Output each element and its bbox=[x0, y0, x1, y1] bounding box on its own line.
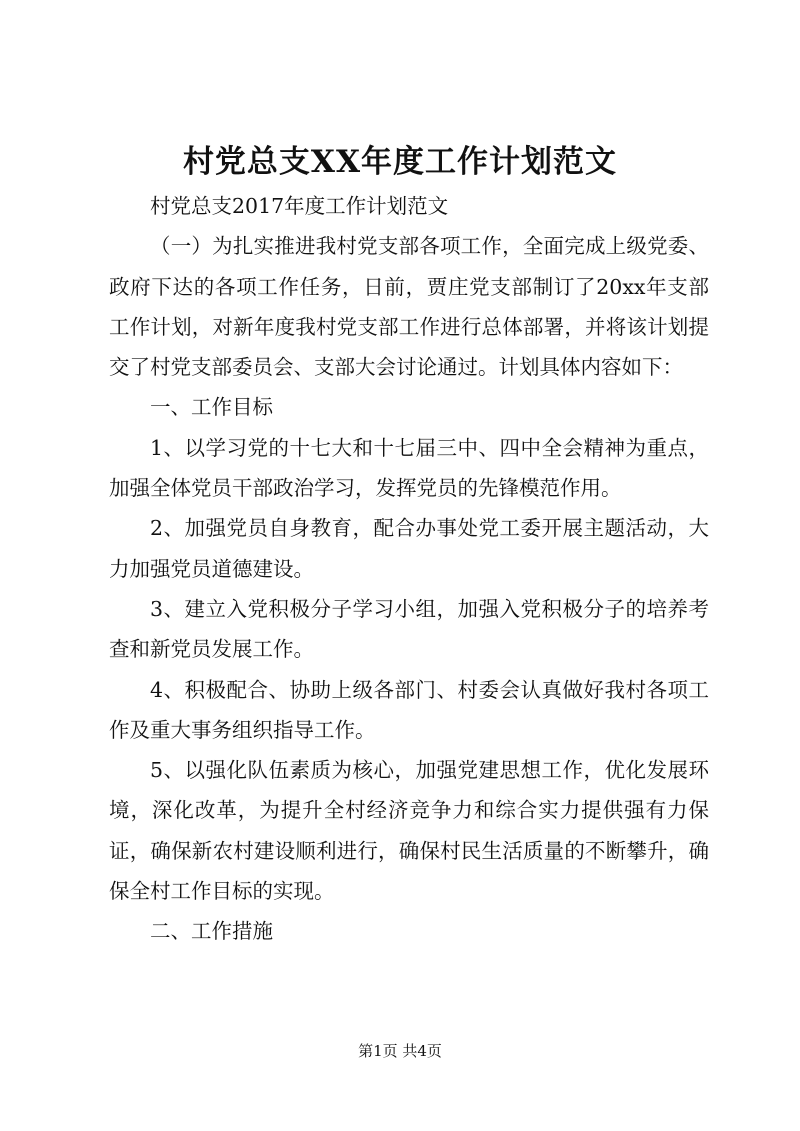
document-body bbox=[109, 186, 709, 952]
goal-item-1: 1、以学习党的十七大和十七届三中、四中全会精神为重点，加强全体党员干部政治学习，发挥党员的先锋模范作用。 bbox=[109, 435, 709, 501]
section-heading-goals: 一、工作目标 bbox=[150, 395, 273, 420]
goal-item-5: 5、以强化队伍素质为核心，加强党建思想工作，优化发展环境，深化改革，为提升全村经济竞争力和综合实力提供强有力保证，确保新农村建设顺利进行，确保村民生活质量的不断攀升，确保全村工作目标的实现。 bbox=[109, 758, 709, 904]
document-title: 村党总支XX年度工作计划范文 bbox=[182, 144, 618, 180]
goal-item-4: 4、积极配合、协助上级各部门、村委会认真做好我村各项工作及重大事务组织指导工作。 bbox=[109, 677, 709, 742]
page-number-footer: 第1页 共4页 bbox=[358, 1042, 442, 1060]
goal-item-3: 3、建立入党积极分子学习小组，加强入党积极分子的培养考查和新党员发展工作。 bbox=[109, 596, 709, 662]
subtitle-paragraph: 村党总支2017年度工作计划范文 bbox=[150, 194, 449, 218]
section-heading-measures: 二、工作措施 bbox=[150, 919, 273, 944]
intro-paragraph: （一）为扎实推进我村党支部各项工作，全面完成上级党委、政府下达的各项工作任务，日前，贾庄党支部制订了20xx年支部工作计划，对新年度我村党支部工作进行总体部署，并将该计划提交了村党支部委员会、支部大会讨论通过。计划具体内容如下： bbox=[109, 234, 709, 380]
goal-item-2: 2、加强党员自身教育，配合办事处党工委开展主题活动，大力加强党员道德建设。 bbox=[109, 516, 709, 581]
